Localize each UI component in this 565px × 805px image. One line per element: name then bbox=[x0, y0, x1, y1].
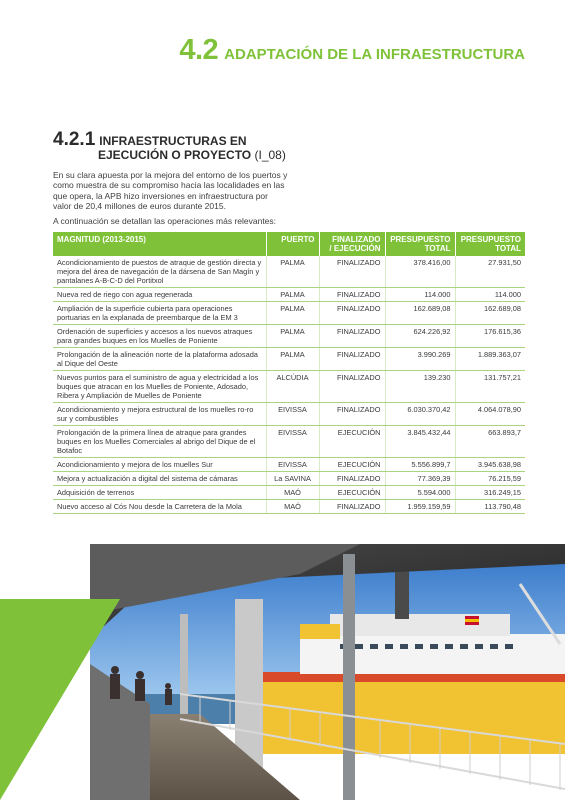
cell-total: 27.931,50 bbox=[455, 256, 525, 288]
cell-puerto: EIVISSA bbox=[266, 403, 319, 426]
cell-presupuesto: 1.959.159,59 bbox=[385, 500, 455, 514]
section-title-line1: INFRAESTRUCTURAS EN bbox=[99, 134, 247, 148]
cell-puerto: MAÓ bbox=[266, 500, 319, 514]
cell-magnitud: Nuevos puntos para el suministro de agua y electricidad a los buques que atracan en los Muelles de Poniente, Adosado, Ribera y Ampliación de Muelles de Poniente bbox=[53, 371, 266, 403]
cell-presupuesto: 6.030.370,42 bbox=[385, 403, 455, 426]
cell-estado: FINALIZADO bbox=[319, 302, 385, 325]
header-presupuesto-1 bbox=[385, 232, 455, 256]
header-pres1-line2: TOTAL bbox=[424, 244, 451, 253]
cell-puerto: PALMA bbox=[266, 256, 319, 288]
port-walkway-photo bbox=[0, 544, 565, 800]
cell-estado: FINALIZADO bbox=[319, 288, 385, 302]
table-row bbox=[53, 486, 525, 500]
header-estado-line2: / EJECUCIÓN bbox=[329, 244, 381, 253]
cell-magnitud: Nuevo acceso al Cós Nou desde la Carretera de la Mola bbox=[53, 500, 266, 514]
cell-estado: FINALIZADO bbox=[319, 348, 385, 371]
cell-puerto: PALMA bbox=[266, 325, 319, 348]
cell-total: 113.790,48 bbox=[455, 500, 525, 514]
cell-puerto: ALCÚDIA bbox=[266, 371, 319, 403]
cell-magnitud: Mejora y actualización a digital del sistema de cámaras bbox=[53, 472, 266, 486]
cell-presupuesto: 162.689,08 bbox=[385, 302, 455, 325]
chapter-title: ADAPTACIÓN DE LA INFRAESTRUCTURA bbox=[224, 46, 525, 63]
cell-magnitud: Acondicionamiento y mejora estructural de los muelles ro-ro sur y combustibles bbox=[53, 403, 266, 426]
cell-puerto: PALMA bbox=[266, 288, 319, 302]
intro-paragraph: En su clara apuesta por la mejora del entorno de los puertos y como muestra de su compromiso hacia las localidades en las que opera, la APB hizo inversiones en infraestructura por valor de 20,4 millones de euros durante 2015. bbox=[53, 170, 288, 212]
header-estado-line1: FINALIZADO bbox=[332, 235, 381, 244]
cell-total: 1.889.363,07 bbox=[455, 348, 525, 371]
table-row bbox=[53, 302, 525, 325]
table-row bbox=[53, 426, 525, 458]
cell-total: 316.249,15 bbox=[455, 486, 525, 500]
table-row bbox=[53, 325, 525, 348]
section-number: 4.2.1 bbox=[53, 129, 96, 150]
photo-illustration bbox=[0, 544, 565, 800]
table-row bbox=[53, 403, 525, 426]
cell-total: 176.615,36 bbox=[455, 325, 525, 348]
cell-presupuesto: 114.000 bbox=[385, 288, 455, 302]
table-header-row bbox=[53, 232, 525, 256]
chapter-number: 4.2 bbox=[179, 34, 219, 66]
header-pres2-line2: TOTAL bbox=[495, 244, 521, 253]
cell-estado: EJECUCIÓN bbox=[319, 486, 385, 500]
cell-estado: FINALIZADO bbox=[319, 256, 385, 288]
table-body bbox=[53, 256, 525, 514]
cell-magnitud: Adquisición de terrenos bbox=[53, 486, 266, 500]
cell-presupuesto: 3.990.269 bbox=[385, 348, 455, 371]
cell-presupuesto: 3.845.432,44 bbox=[385, 426, 455, 458]
table-row bbox=[53, 472, 525, 486]
cell-presupuesto: 77.369,39 bbox=[385, 472, 455, 486]
cell-estado: FINALIZADO bbox=[319, 403, 385, 426]
cell-estado: FINALIZADO bbox=[319, 371, 385, 403]
table-row bbox=[53, 371, 525, 403]
section-heading bbox=[53, 129, 353, 162]
cell-estado: FINALIZADO bbox=[319, 472, 385, 486]
section-title-line2: EJECUCIÓN O PROYECTO bbox=[98, 148, 252, 162]
cell-magnitud: Acondicionamiento y mejora de los muelles Sur bbox=[53, 458, 266, 472]
cell-magnitud: Prolongación de la primera línea de atraque para grandes buques en los Muelles Comerciales al abrigo del Dique de el Botafoc bbox=[53, 426, 266, 458]
cell-total: 114.000 bbox=[455, 288, 525, 302]
cell-estado: FINALIZADO bbox=[319, 500, 385, 514]
cell-presupuesto: 5.556.899,7 bbox=[385, 458, 455, 472]
header-puerto: PUERTO bbox=[266, 232, 319, 256]
cell-puerto: PALMA bbox=[266, 348, 319, 371]
cell-estado: EJECUCIÓN bbox=[319, 458, 385, 472]
cell-presupuesto: 378.416,00 bbox=[385, 256, 455, 288]
chapter-heading bbox=[179, 34, 525, 67]
header-pres2-line1: PRESUPUESTO bbox=[460, 235, 521, 244]
cell-puerto: MAÓ bbox=[266, 486, 319, 500]
investments-table bbox=[53, 232, 525, 514]
cell-puerto: EIVISSA bbox=[266, 426, 319, 458]
table-row bbox=[53, 458, 525, 472]
header-magnitud: MAGNITUD (2013-2015) bbox=[53, 232, 266, 256]
cell-presupuesto: 624.226,92 bbox=[385, 325, 455, 348]
cell-magnitud: Acondicionamiento de puestos de atraque de gestión directa y mejora del área de navegación de la dársena de San Magín y pantalanes A-B-C-D del Portitxol bbox=[53, 256, 266, 288]
cell-estado: EJECUCIÓN bbox=[319, 426, 385, 458]
cell-magnitud: Prolongación de la alineación norte de la plataforma adosada al Dique del Oeste bbox=[53, 348, 266, 371]
cell-presupuesto: 5.594.000 bbox=[385, 486, 455, 500]
cell-puerto: La SAVINA bbox=[266, 472, 319, 486]
cell-total: 3.945.638,98 bbox=[455, 458, 525, 472]
header-pres1-line1: PRESUPUESTO bbox=[390, 235, 451, 244]
cell-estado: FINALIZADO bbox=[319, 325, 385, 348]
cell-magnitud: Ordenación de superficies y accesos a los nuevos atraques para grandes buques en los Muelles de Poniente bbox=[53, 325, 266, 348]
header-estado bbox=[319, 232, 385, 256]
cell-total: 131.757,21 bbox=[455, 371, 525, 403]
cell-magnitud: Nueva red de riego con agua regenerada bbox=[53, 288, 266, 302]
table-row bbox=[53, 256, 525, 288]
cell-total: 162.689,08 bbox=[455, 302, 525, 325]
table-lead-text: A continuación se detallan las operaciones más relevantes: bbox=[53, 216, 277, 226]
cell-presupuesto: 139.230 bbox=[385, 371, 455, 403]
cell-total: 4.064.078,90 bbox=[455, 403, 525, 426]
cell-magnitud: Ampliación de la superficie cubierta para operaciones portuarias en la explanada de preembarque de la EM 3 bbox=[53, 302, 266, 325]
cell-puerto: EIVISSA bbox=[266, 458, 319, 472]
cell-total: 76.215,59 bbox=[455, 472, 525, 486]
header-presupuesto-2 bbox=[455, 232, 525, 256]
cell-puerto: PALMA bbox=[266, 302, 319, 325]
table-row bbox=[53, 348, 525, 371]
table-row bbox=[53, 500, 525, 514]
section-code: (I_08) bbox=[254, 148, 286, 162]
table-row bbox=[53, 288, 525, 302]
cell-total: 663.893,7 bbox=[455, 426, 525, 458]
